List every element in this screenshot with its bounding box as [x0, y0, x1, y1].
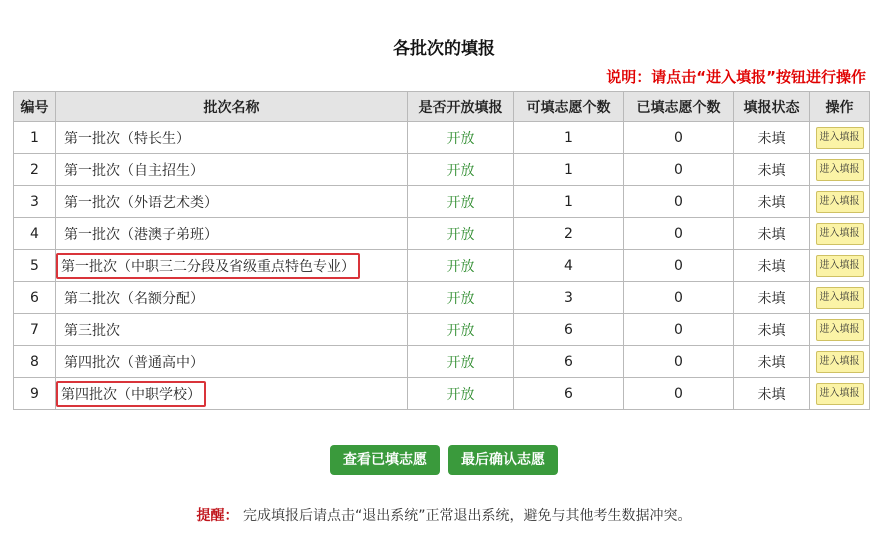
- cell-allowed-count: 1: [514, 154, 624, 186]
- cell-allowed-count: 3: [514, 282, 624, 314]
- header-no: 编号: [14, 92, 56, 122]
- cell-action: [810, 122, 870, 154]
- cell-open-status: 开放: [408, 154, 514, 186]
- table-row: [14, 186, 870, 218]
- reminder-text-line: [0, 505, 888, 525]
- table-row: [14, 314, 870, 346]
- cell-allowed-count: 2: [514, 218, 624, 250]
- header-status: 填报状态: [734, 92, 810, 122]
- header-allowed-count: 可填志愿个数: [514, 92, 624, 122]
- cell-open-status: 开放: [408, 250, 514, 282]
- cell-no: 4: [14, 218, 56, 250]
- enter-fill-button[interactable]: 进入填报: [816, 255, 864, 277]
- cell-open-status: 开放: [408, 346, 514, 378]
- cell-allowed-count: 4: [514, 250, 624, 282]
- cell-batch-name: [56, 218, 408, 250]
- cell-batch-name: [56, 186, 408, 218]
- cell-action: [810, 282, 870, 314]
- cell-fill-status: 未填: [734, 122, 810, 154]
- cell-fill-status: 未填: [734, 346, 810, 378]
- header-action: 操作: [810, 92, 870, 122]
- cell-fill-status: 未填: [734, 282, 810, 314]
- enter-fill-button[interactable]: 进入填报: [816, 191, 864, 213]
- cell-action: [810, 250, 870, 282]
- cell-no: 1: [14, 122, 56, 154]
- cell-fill-status: 未填: [734, 186, 810, 218]
- batch-table: [13, 91, 870, 410]
- cell-batch-name: [56, 122, 408, 154]
- cell-fill-status: 未填: [734, 218, 810, 250]
- cell-open-status: 开放: [408, 378, 514, 410]
- batch-name: 第一批次（外语艺术类）: [64, 194, 218, 211]
- final-confirm-button[interactable]: 最后确认志愿: [448, 445, 558, 475]
- cell-no: 9: [14, 378, 56, 410]
- enter-fill-button[interactable]: 进入填报: [816, 383, 864, 405]
- cell-filled-count: 0: [624, 282, 734, 314]
- cell-filled-count: 0: [624, 250, 734, 282]
- batch-name: 第一批次（特长生）: [64, 130, 190, 147]
- batch-name: 第一批次（自主招生）: [64, 162, 204, 179]
- cell-action: [810, 378, 870, 410]
- cell-batch-name: [56, 346, 408, 378]
- table-row: [14, 282, 870, 314]
- cell-no: 5: [14, 250, 56, 282]
- reminder-label: 提醒：: [196, 508, 239, 524]
- action-bar: [0, 445, 888, 475]
- cell-filled-count: 0: [624, 378, 734, 410]
- table-row: [14, 378, 870, 410]
- cell-allowed-count: 6: [514, 314, 624, 346]
- batch-name: 第二批次（名额分配）: [64, 290, 204, 307]
- cell-batch-name: [56, 314, 408, 346]
- cell-filled-count: 0: [624, 218, 734, 250]
- cell-action: [810, 154, 870, 186]
- cell-fill-status: 未填: [734, 314, 810, 346]
- reminder-text: 完成填报后请点击“退出系统”正常退出系统，避免与其他考生数据冲突。: [242, 508, 692, 524]
- cell-no: 6: [14, 282, 56, 314]
- cell-action: [810, 186, 870, 218]
- cell-batch-name: [56, 250, 408, 282]
- cell-no: 7: [14, 314, 56, 346]
- header-batch-name: 批次名称: [56, 92, 408, 122]
- header-open: 是否开放填报: [408, 92, 514, 122]
- cell-action: [810, 314, 870, 346]
- highlighted-batch-name: 第四批次（中职学校）: [56, 381, 206, 407]
- cell-open-status: 开放: [408, 122, 514, 154]
- header-filled-count: 已填志愿个数: [624, 92, 734, 122]
- cell-filled-count: 0: [624, 186, 734, 218]
- table-row: [14, 346, 870, 378]
- enter-fill-button[interactable]: 进入填报: [816, 287, 864, 309]
- cell-action: [810, 346, 870, 378]
- cell-open-status: 开放: [408, 314, 514, 346]
- enter-fill-button[interactable]: 进入填报: [816, 319, 864, 341]
- cell-allowed-count: 1: [514, 186, 624, 218]
- cell-filled-count: 0: [624, 314, 734, 346]
- cell-no: 3: [14, 186, 56, 218]
- cell-fill-status: 未填: [734, 378, 810, 410]
- table-row: [14, 122, 870, 154]
- cell-filled-count: 0: [624, 122, 734, 154]
- cell-filled-count: 0: [624, 154, 734, 186]
- cell-no: 2: [14, 154, 56, 186]
- batch-name: 第三批次: [64, 322, 120, 339]
- batch-name: 第一批次（港澳子弟班）: [64, 226, 218, 243]
- enter-fill-button[interactable]: 进入填报: [816, 159, 864, 181]
- cell-fill-status: 未填: [734, 154, 810, 186]
- table-row: [14, 250, 870, 282]
- view-filled-button[interactable]: 查看已填志愿: [330, 445, 440, 475]
- cell-fill-status: 未填: [734, 250, 810, 282]
- cell-open-status: 开放: [408, 282, 514, 314]
- table-row: [14, 218, 870, 250]
- table-row: [14, 154, 870, 186]
- table-header-row: [14, 92, 870, 122]
- enter-fill-button[interactable]: 进入填报: [816, 351, 864, 373]
- cell-batch-name: [56, 282, 408, 314]
- cell-no: 8: [14, 346, 56, 378]
- batch-name: 第四批次（普通高中）: [64, 354, 204, 371]
- enter-fill-button[interactable]: 进入填报: [816, 223, 864, 245]
- cell-action: [810, 218, 870, 250]
- cell-batch-name: [56, 378, 408, 410]
- page-title: 各批次的填报: [393, 39, 495, 59]
- cell-open-status: 开放: [408, 218, 514, 250]
- cell-allowed-count: 1: [514, 122, 624, 154]
- highlighted-batch-name: 第一批次（中职三二分段及省级重点特色专业）: [56, 253, 360, 279]
- instruction-note: 说明：请点击“进入填报”按钮进行操作: [606, 68, 866, 86]
- cell-batch-name: [56, 154, 408, 186]
- enter-fill-button[interactable]: 进入填报: [816, 127, 864, 149]
- cell-allowed-count: 6: [514, 346, 624, 378]
- cell-allowed-count: 6: [514, 378, 624, 410]
- cell-filled-count: 0: [624, 346, 734, 378]
- cell-open-status: 开放: [408, 186, 514, 218]
